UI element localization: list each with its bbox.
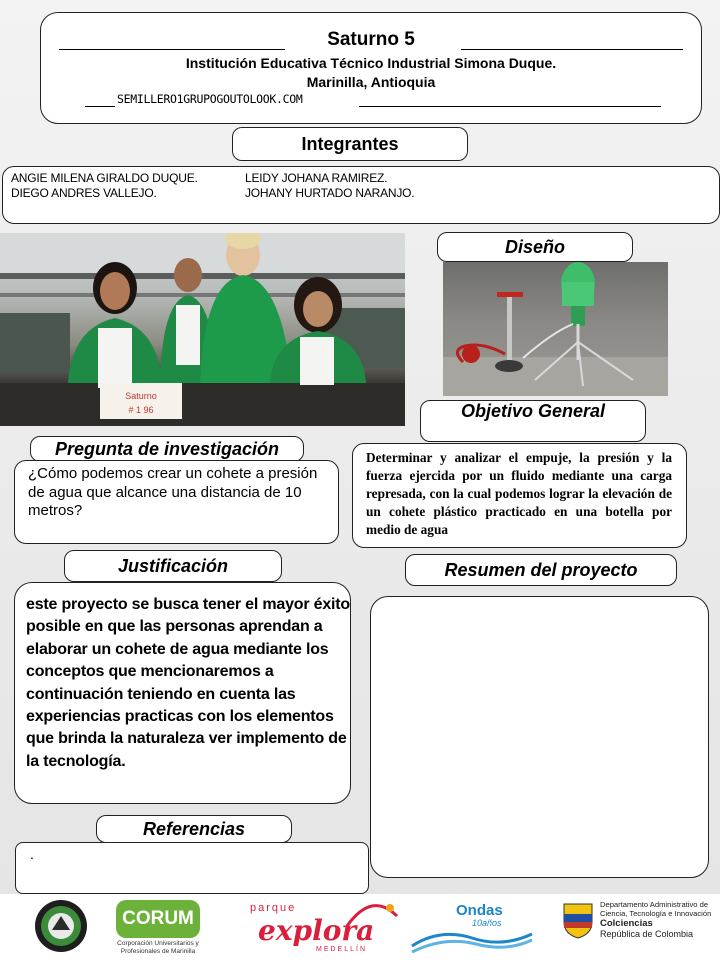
summary-label: Resumen del proyecto [405, 554, 677, 586]
rocket-design-drawing [443, 262, 668, 396]
objective-text: Determinar y analizar el empuje, la presión y la fuerza ejercida por un fluido mediante una carga represada, con la cual podemos lograr la elevación de un cohete plástico practicado en una botella por medio de agua [366, 450, 672, 537]
email-address[interactable]: SEMILLERO1GRUPOGOUTOLOOK.COM [117, 92, 303, 106]
email-rule-right [359, 106, 661, 107]
summary-box [370, 596, 709, 878]
references-text: . [30, 846, 34, 862]
member-name: ANGIE MILENA GIRALDO DUQUE. [11, 171, 198, 185]
corum-tagline: Corporación Universitarios y Profesionales de Marinilla [117, 940, 199, 955]
objective-label: Objetivo General [420, 400, 646, 442]
colciencias-country: República de Colombia [600, 929, 694, 939]
question-label: Pregunta de investigación [30, 436, 304, 462]
explora-city: MEDELLÍN [316, 946, 368, 953]
references-box [15, 842, 369, 894]
question-text: ¿Cómo podemos crear un cohete a presión de agua que alcance una distancia de 10 metros? [28, 465, 318, 519]
ondas-name: Ondas [456, 902, 503, 919]
poster-title: Saturno 5 [327, 29, 415, 50]
school-seal-icon [32, 898, 90, 954]
design-label: Diseño [437, 232, 633, 262]
member-name: LEIDY JOHANA RAMIREZ. [245, 171, 388, 185]
member-name: JOHANY HURTADO NARANJO. [245, 186, 415, 200]
ondas-waves-icon [410, 928, 534, 956]
member-name: DIEGO ANDRES VALLEJO. [11, 186, 157, 200]
explora-top: parque [250, 902, 297, 914]
sponsor-logos [0, 894, 720, 960]
ondas-sub: 10años [472, 918, 502, 928]
members-box [2, 166, 720, 224]
team-photo-drawing [0, 233, 405, 426]
ondas-logo [410, 896, 534, 958]
corum-name: CORUM [122, 908, 194, 929]
explora-logo [246, 896, 406, 958]
explora-name: explora [258, 914, 375, 947]
members-label: Integrantes [232, 127, 468, 161]
references-label: Referencias [96, 815, 292, 843]
justification-label: Justificación [64, 550, 282, 582]
colciencias-line2: Ciencia, Tecnología e Innovación [600, 909, 712, 918]
colombia-shield-icon [560, 900, 596, 940]
explora-swirl-icon [342, 896, 402, 936]
header-box [40, 12, 702, 124]
colciencias-line1: Departamento Administrativo de [600, 900, 709, 909]
rocket-design-photo [443, 262, 668, 396]
colciencias-name: Colciencias [600, 918, 653, 929]
institution-name: Institución Educativa Técnico Industrial Simona Duque. [185, 55, 557, 71]
svg-text:# 1 96: # 1 96 [128, 405, 154, 415]
institution-location: Marinilla, Antioquia [306, 74, 436, 90]
corum-logo [98, 898, 218, 958]
justification-text: este proyecto se busca tener el mayor éxito posible en que las personas aprendan a elaborar un cohete de agua mediante los conceptos que mencionaremos a continuación teniendo en cuenta las experiencias practicas con los elementos que brinda la naturaleza ver implemento de la tecnología. [26, 596, 350, 770]
email-rule-left [85, 106, 115, 107]
svg-text:Saturno: Saturno [125, 391, 157, 401]
team-photo [0, 233, 405, 426]
colciencias-logo [560, 896, 720, 958]
